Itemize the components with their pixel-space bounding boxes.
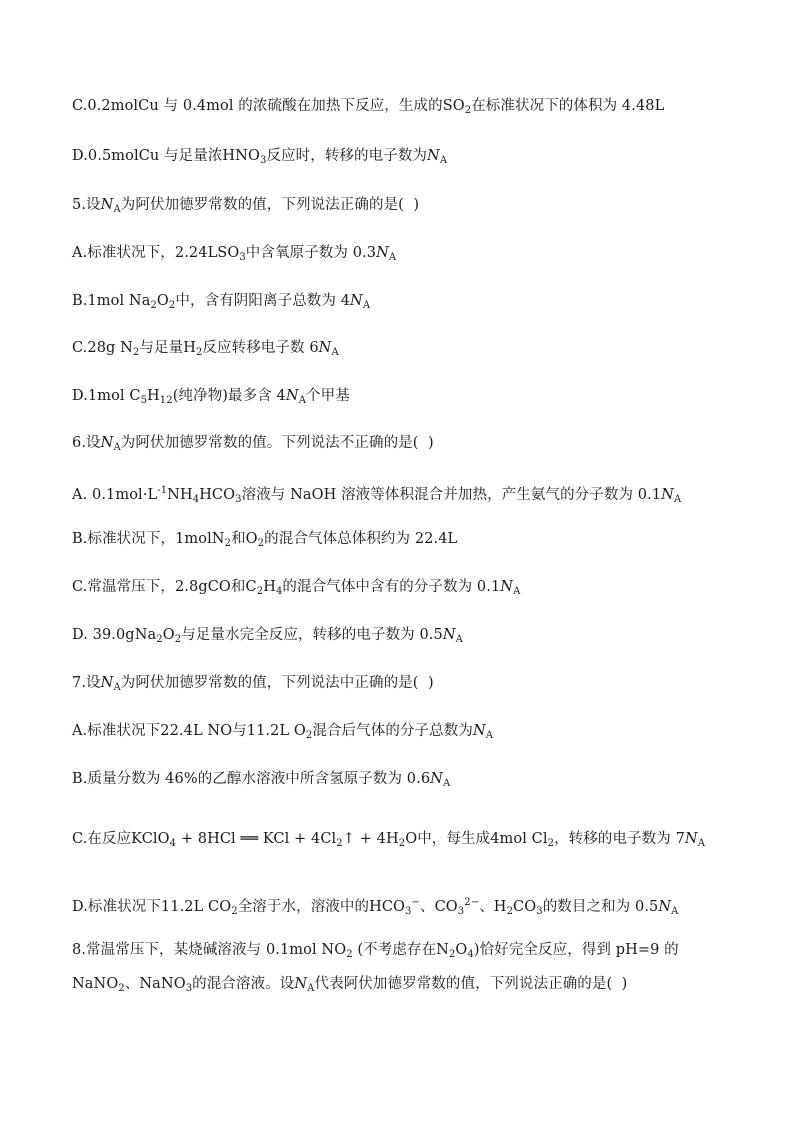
text-line-q5-c: C.28g $N_2$与足量$H_2$反应转移电子数 $6N_A$	[72, 340, 339, 358]
text-line-q7-a: A.标准状况下22.4L NO与11.2L $O_2$混合后气体的分子总数为$N_A$	[72, 723, 494, 741]
text-line-q7-d: D.标准状况下11.2L $CO_2$全溶于水，溶液中的$HCO_3^-$、$CO_3^{2-}$、$H_2CO_3$的数目之和为 $0.5N_A$	[72, 897, 679, 917]
text-line-q6-c: C.常温常压下，2.8gCO和$C_2H_4$的混合气体中含有的分子数为 $0.1N_A$	[72, 579, 521, 597]
text-line-q6-d: D. $39.0gNa_2O_2$与足量水完全反应，转移的电子数为 $0.5N_A$	[72, 627, 463, 645]
text-line-q5-a: A.标准状况下，$2.24LSO_3$中含氧原子数为 $0.3N_A$	[72, 245, 397, 263]
text-line-q5: 5.设$N_A$为阿伏加德罗常数的值，下列说法正确的是( )	[72, 197, 420, 215]
text-line-q5-d: D.1mol $C_5H_{12}$(纯净物)最多含 $4N_A$个甲基	[72, 388, 350, 406]
text-line-q8-l1: 8.常温常压下，某烧碱溶液与 0.1mol $NO_2$ (不考虑存在$N_2O_4$)恰好完全反应，得到 pH=9 的	[72, 942, 679, 960]
text-line-q6-b: B.标准状况下，1molN$_2$和$O_2$的混合气体总体积约为 22.4L	[72, 531, 458, 549]
text-line-q5-b: B.1mol $Na_2O_2$中，含有阴阳离子总数为 $4N_A$	[72, 293, 371, 311]
text-line-q4-c: C.0.2molCu 与 0.4mol 的浓硫酸在加热下反应，生成的$SO_2$在标准状况下的体积为 4.48L	[72, 98, 665, 116]
text-line-q7: 7.设$N_A$为阿伏加德罗常数的值，下列说法中正确的是( )	[72, 675, 434, 693]
text-line-q6-a: A. $0.1mol\cdot L^{-1}NH_4HCO_3$溶液与 NaOH 溶液等体积混合并加热，产生氨气的分子数为 $0.1N_A$	[72, 485, 682, 505]
text-line-q7-b: B.质量分数为 46%的乙醇水溶液中所含氢原子数为 $0.6N_A$	[72, 771, 451, 789]
text-line-q6: 6.设$N_A$为阿伏加德罗常数的值。下列说法不正确的是( )	[72, 435, 434, 453]
text-line-q8-l2: NaNO$_2$、NaNO$_3$的混合溶液。设$N_A$代表阿伏加德罗常数的值，下列说法正确的是( )	[72, 976, 628, 994]
text-line-q4-d: D.0.5molCu 与足量浓$HNO_3$反应时，转移的电子数为$N_A$	[72, 148, 448, 166]
text-line-q7-c: C.在反应KClO$_4$ + 8HCl ══ KCl + $4Cl_2↑ + 4H_2O$中，每生成4mol $Cl_2$，转移的电子数为 $7N_A$	[72, 831, 706, 849]
